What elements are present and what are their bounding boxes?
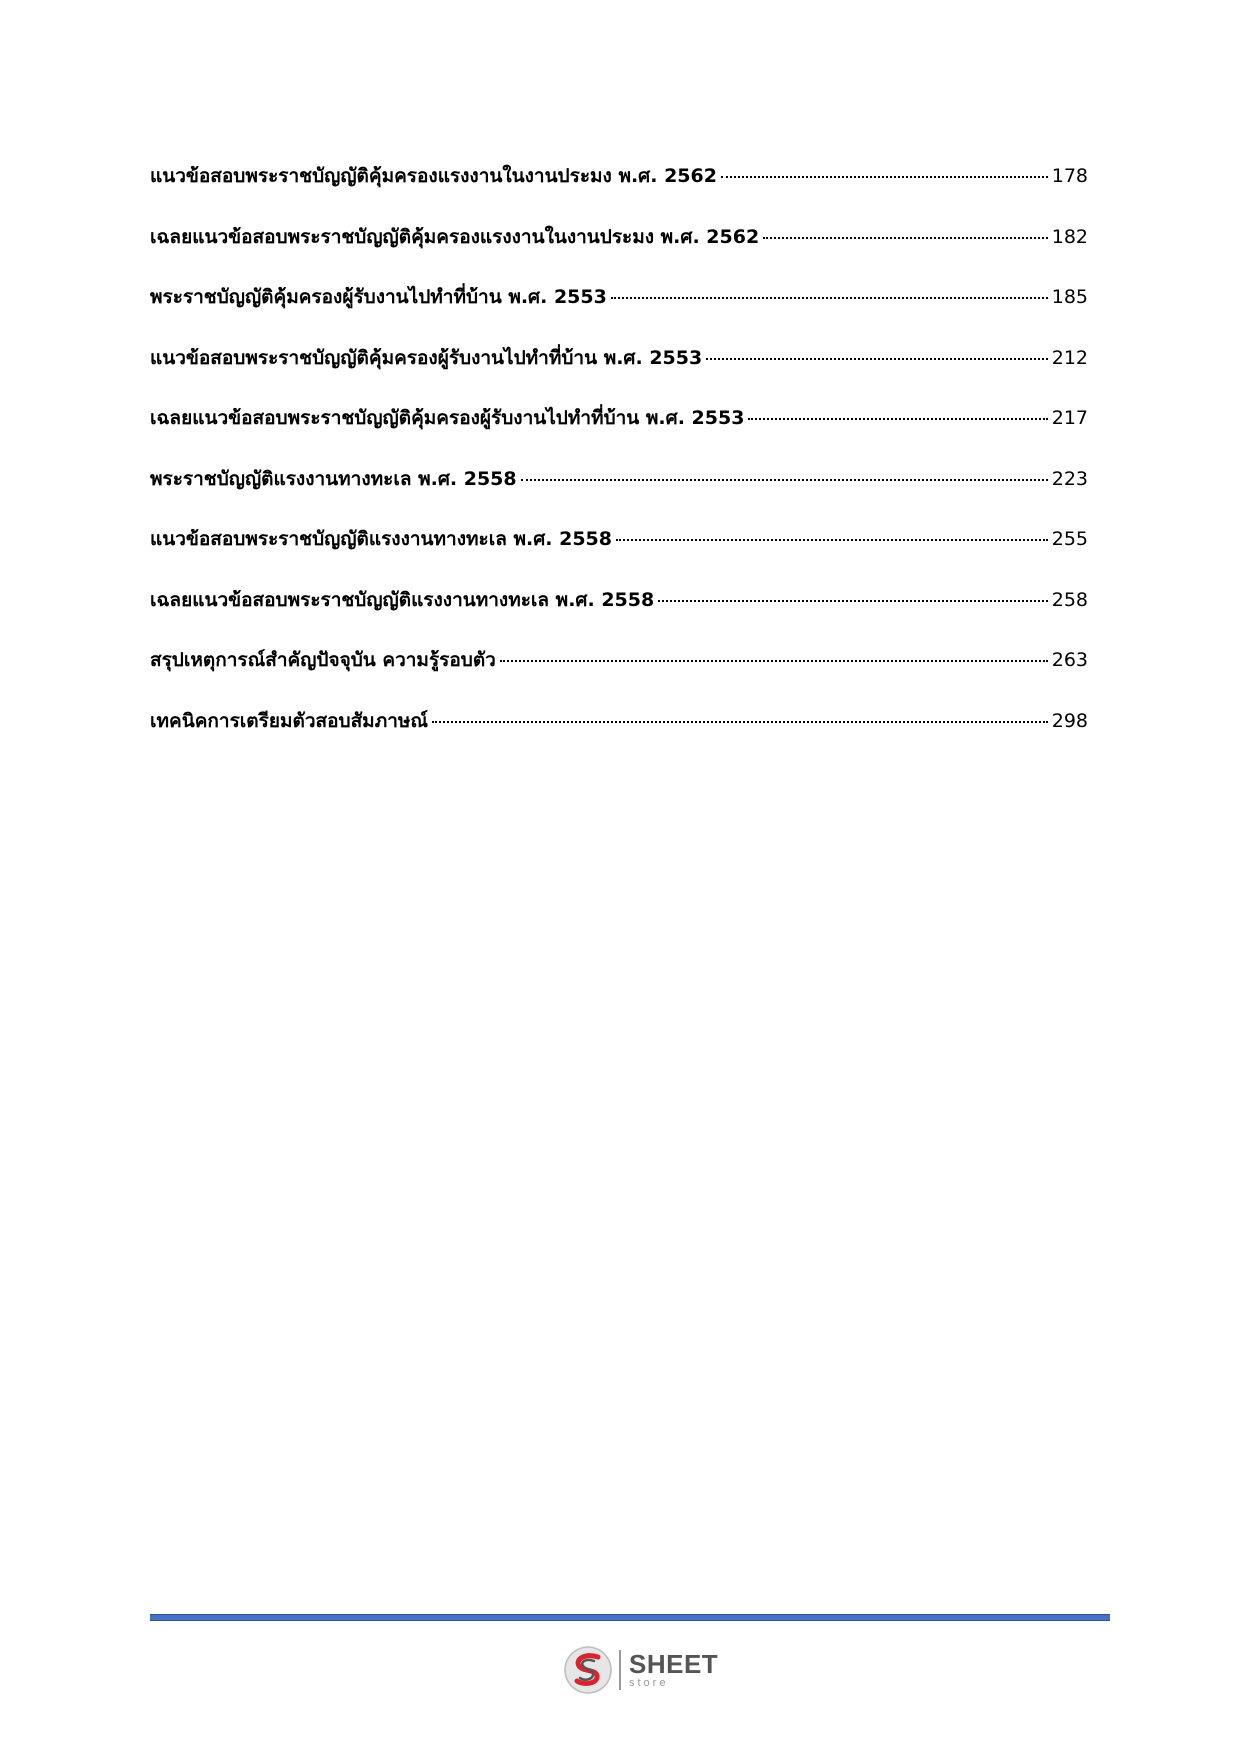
toc-entry[interactable]	[150, 146, 1088, 207]
toc-entry-title: เฉลยแนวข้อสอบพระราชบัญญัติแรงงานทางทะเล พ.ศ. 2558	[150, 588, 655, 611]
toc-entry-title: พระราชบัญญัติคุ้มครองผู้รับงานไปทำที่บ้าน พ.ศ. 2553	[150, 286, 607, 308]
toc-entry[interactable]	[150, 267, 1088, 328]
sheet-store-logo-icon	[563, 1645, 613, 1695]
toc-entry-title: เฉลยแนวข้อสอบพระราชบัญญัติคุ้มครองผู้รับงานไปทำที่บ้าน พ.ศ. 2553	[150, 407, 745, 429]
toc-entry[interactable]	[150, 449, 1088, 510]
toc-entry-title: พระราชบัญญัติแรงงานทางทะเล พ.ศ. 2558	[150, 467, 517, 490]
logo-text	[629, 1651, 718, 1689]
toc-entry-title: สรุปเหตุการณ์สำคัญปัจจุบัน ความรู้รอบตัว	[150, 649, 496, 671]
toc-entry-page: 178	[1051, 165, 1088, 187]
toc-entry[interactable]	[150, 630, 1088, 691]
toc-dot-leader	[500, 660, 1048, 662]
toc-entry-page: 223	[1051, 467, 1088, 490]
toc-entry-page: 212	[1051, 346, 1088, 369]
table-of-contents	[150, 146, 1088, 751]
toc-entry-title: เฉลยแนวข้อสอบพระราชบัญญัติคุ้มครองแรงงานในงานประมง พ.ศ. 2562	[150, 225, 760, 248]
toc-entry-title: แนวข้อสอบพระราชบัญญัติคุ้มครองผู้รับงานไปทำที่บ้าน พ.ศ. 2553	[150, 346, 703, 369]
toc-entry[interactable]	[150, 570, 1088, 631]
toc-entry-page: 255	[1051, 528, 1088, 550]
logo-divider	[619, 1650, 621, 1690]
toc-entry[interactable]	[150, 388, 1088, 449]
toc-entry[interactable]	[150, 328, 1088, 389]
toc-entry-page: 217	[1051, 407, 1088, 429]
toc-dot-leader	[721, 176, 1048, 178]
toc-dot-leader	[616, 539, 1048, 541]
toc-entry[interactable]	[150, 207, 1088, 268]
logo-word: SHEET	[629, 1649, 719, 1679]
toc-dot-leader	[763, 237, 1048, 239]
footer-rule	[150, 1614, 1110, 1621]
toc-entry-page: 298	[1051, 709, 1088, 732]
toc-dot-leader	[611, 297, 1048, 299]
toc-dot-leader	[521, 479, 1048, 481]
toc-entry[interactable]	[150, 509, 1088, 570]
toc-dot-leader	[658, 600, 1048, 602]
toc-entry-title: แนวข้อสอบพระราชบัญญัติคุ้มครองแรงงานในงานประมง พ.ศ. 2562	[150, 165, 717, 187]
toc-entry-page: 258	[1051, 588, 1088, 611]
toc-dot-leader	[432, 721, 1048, 723]
logo-sub: store	[629, 1677, 669, 1689]
sheet-store-logo	[563, 1641, 718, 1699]
toc-entry-title: แนวข้อสอบพระราชบัญญัติแรงงานทางทะเล พ.ศ. 2558	[150, 528, 612, 550]
toc-entry-page: 182	[1051, 225, 1088, 248]
toc-dot-leader	[748, 418, 1047, 420]
toc-entry[interactable]	[150, 691, 1088, 752]
toc-entry-page: 185	[1051, 286, 1088, 308]
toc-entry-page: 263	[1051, 649, 1088, 671]
toc-entry-title: เทคนิคการเตรียมตัวสอบสัมภาษณ์	[150, 709, 429, 732]
toc-dot-leader	[706, 358, 1048, 360]
